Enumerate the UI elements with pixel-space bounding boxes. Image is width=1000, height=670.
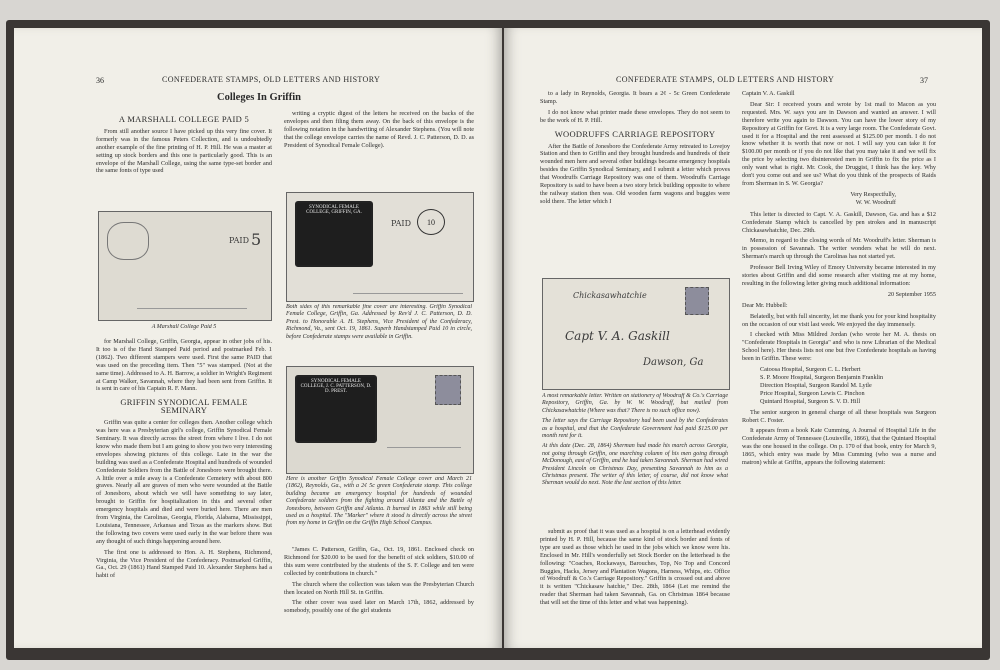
paragraph: The first one is addressed to Hon. A. H. Stephens, Richmond, Virginia, the Vice President of the Confederacy. Postmarked Griffin, Ga., Oct. 29 (1861) Hand Stamped Paid 10. Alexander Stephens had a habit of bbox=[96, 548, 272, 580]
figure-caption bbox=[542, 393, 728, 527]
right-column2 bbox=[742, 90, 936, 640]
paragraph: The senior surgeon in general charge of all these hospitals was Surgeon Robert C. Foster. bbox=[742, 408, 936, 424]
paragraph: The church where the collection was taken was the Presbyterian Church then located on North Hill St. in Griffin. bbox=[284, 580, 474, 596]
caption-paragraph: At this date (Dec. 28, 1864) Sherman had made his march across Georgia, not going through Griffin, one marching column of his men going through McDonough, east of Griffin, and he had taken Savannah. Sherman had wired President Lincoln on Christmas Day, presenting Savannah to him as a Christmas present. The writer of this letter, of course, did not know what Sherman would do next. Note the last section of this letter. bbox=[542, 443, 728, 487]
paragraph: to a lady in Reynolds, Georgia. It bears a 2¢ - 5c Green Confederate Stamp. bbox=[540, 90, 730, 105]
rate-handstamp: 5 bbox=[251, 230, 262, 249]
section-heading: A MARSHALL COLLEGE PAID 5 bbox=[118, 114, 250, 124]
figure-synodical-cover-2 bbox=[286, 366, 474, 474]
paragraph: Memo, in regard to the closing words of Mr. Woodruff's letter. Sherman is in possession of Savannah. The writer wonders what he will do next. Sherman's march up through the Carolinas has not started yet. bbox=[742, 237, 936, 261]
letter-greeting: Dear Mr. Hubbell: bbox=[742, 301, 788, 309]
running-head: CONFEDERATE STAMPS, OLD LETTERS AND HISTORY bbox=[616, 75, 835, 84]
figure-caption: A Marshall College Paid 5 bbox=[151, 324, 217, 330]
handwritten-address bbox=[353, 257, 463, 294]
postage-stamp bbox=[685, 287, 709, 315]
paragraph: writing a cryptic digest of the letters he received on the backs of the envelopes and then filing them away. On the back of this envelope is the following notation in the handwriting of Alexander Stephens. (You will note that the college envelope carries the name of Revd. J. C. Patterson, D. D. as President of Synodical Female College). bbox=[284, 110, 474, 149]
paragraph: Professor Bell Irving Wiley of Emory University became interested in my stories about Griffin and did some research after visiting me at my home, resulting in the following letter giving much additional information: bbox=[742, 264, 936, 287]
rate-circle: 10 bbox=[417, 209, 445, 235]
left-column-bottom bbox=[96, 338, 272, 638]
cover-border-ornament bbox=[107, 222, 149, 260]
handwritten-postmark: Chickasawhatchie bbox=[573, 291, 647, 300]
left-column2-bottom bbox=[284, 546, 474, 640]
handwritten-address bbox=[387, 407, 461, 448]
paragraph: After the Battle of Jonesboro the Confederate Army retreated to Lovejoy Station and then to Griffin and they brought hundreds and hundreds of their wounded men here and several other buildings became emergency hospitals besides the Griffin Synodical Seminary, and I submit a letter which proves that Woodruffs Carriage Repository was one of them. Woodruffs Carriage Repository is said to have been a two story brick building opposite to where the railway station then was. Old wooden farm wagons and buggies were sold there. The letter which I bbox=[540, 142, 730, 205]
left-page bbox=[14, 28, 502, 648]
college-label: SYNODICAL FEMALE COLLEGE, GRIFFIN, GA. bbox=[295, 201, 373, 267]
paragraph: submit as proof that it was used as a hospital is on a letterhead evidently printed by H. P. Hill, because the same kind of stock border and fonts of type are used as those which he used in the jobs which we know were his. Enclosed in Mr. Hill's wonderfully set Stock Border on the letterhead is the following: "Coaches, Rockaways, Barouches, Top, No Top and Concord Buggies, Hacks, Jersey and Plantation Wagons, Harness, Whips, etc. Office of Woodruff & Co.'s Carriage Repository." Griffin is crossed out and above it is written "Chickasaw hatchie," Dec. 28th, 1864 (Let me remind the reader that Sherman had taken Savannah, Ga. on Christmas 1864 because that will set the time of this letter and what was happening). bbox=[540, 528, 730, 607]
paid-handstamp: PAID bbox=[391, 219, 411, 228]
right-page bbox=[504, 28, 982, 648]
list-item: S. P. Moore Hospital, Surgeon Benjamin Franklin bbox=[760, 374, 884, 381]
right-column-bottom bbox=[540, 528, 730, 640]
figure-caption: Here is another Griffin Synodical Female College cover and March 21 (1862), Reynolds, Ga., with a 2¢ 5c green Confederate stamp. This college building became an emergency hospital for hundreds of wounded Confederate soldiers from the fighting around Atlanta and the Battle of Jonesboro, between Griffin and Atlanta. It burned in 1863 while still being used as a hospital. The "Marker" where it stood is directly across the street from my home in Griffin on the Griffin High School Campus. bbox=[286, 476, 472, 527]
paragraph: The other cover was used later on March 17th, 1862, addressed by somebody, possibly one of the girl students bbox=[284, 599, 474, 615]
signature: W. W. Woodruff bbox=[855, 198, 896, 206]
caption-paragraph: The letter says the Carriage Repository had been used by the Confederates as a hospital, and that the Confederate Government had paid $125.00 per month rent for it. bbox=[542, 418, 728, 440]
paid-handstamp: PAID bbox=[229, 236, 249, 245]
paragraph: It appears from a book Kate Cumming, A Journal of Hospital Life in the Confederate Army of Tennessee (Louisville, 1866), that the Quintard Hospital was the one housed in the college. On p. 170 of that book, entry for March 9, 1865, which entry was made by Miss Cumming (who was a nurse and matron) while at Griffin, appears the following statement: bbox=[742, 427, 936, 467]
page-number: 37 bbox=[920, 76, 928, 85]
paragraph: I checked with Miss Mildred Jordan (who wrote her M. A. thesis on "Confederate Hospitals in Georgia" and who is now Librarian of the Medical School here). Her thesis lists not one but five Confederate hospitals as having been in Griffin. These were: bbox=[742, 331, 936, 363]
figure-gaskill-cover bbox=[542, 278, 730, 390]
paragraph: This letter is directed to Capt. V. A. Gaskill, Dawson, Ga. and has a $12 Confederate Stamp which is cancelled by pen strokes and in manuscript Chickasawhatchie, Dec. 29th. bbox=[742, 210, 936, 234]
figure-caption: Both sides of this remarkable fine cover are interesting. Griffin Synodical Female College, Griffin, Ga. Addressed by Rev'd J. C. Patterson, D. D. Prest. to Honorable A. H. Stephens, Vice President of the Confederacy, Richmond, Va., sent Oct. 19, 1861. Superb Handstamped Paid 10 in circle, before Confederate stamps were available in Griffin. bbox=[286, 304, 472, 340]
postage-stamp bbox=[435, 375, 461, 405]
list-item: Catoosa Hospital, Surgeon C. L. Herbert bbox=[760, 366, 861, 374]
paragraph: "James C. Patterson, Griffin, Ga., Oct. 19, 1861. Enclosed check on Richmond for $20.00 to be used for the benefit of sick soldiers, $10.00 of this sum were contributed by the students of the S. F. College and ten were collected by contributions in church." bbox=[284, 546, 474, 577]
list-item: Direction Hospital, Surgeon Randol M. Lytle bbox=[760, 381, 872, 389]
letter-body: Dear Sir: I received yours and wrote by 1st mail to Macon as you requested. Mrs. W. says you are in Dawson and wanted an answer. I will therefore write you again to Dawson. You can have the lower story of my Repository at Griffin for Govt. It is a very large room. The Confederate Govt. used it for a Hospital and the rent assessed at $125.00 per month. I do not know whether it is worth that now or not. I will say you can take it for $100.00 per month or if you do not like that you may take it and we will fix the price by selecting two disinterested men in Griffin to fix the price as I only want what is right. Mr. Cook, the Druggist, I think has the key. Why don't you come out and see us? What do you think of the prospects of Raids from Sherman in S. W. Georgia? bbox=[742, 100, 936, 187]
open-book bbox=[6, 20, 990, 660]
page-number: 36 bbox=[96, 76, 104, 85]
running-head: CONFEDERATE STAMPS, OLD LETTERS AND HISTORY bbox=[162, 75, 381, 84]
list-item: Price Hospital, Surgeon Lewis C. Pinchon bbox=[760, 389, 865, 397]
paragraph: Belatedly, but with full sincerity, let me thank you for your kind hospitality on the occasion of our visit last week. We enjoyed the day immensely. bbox=[742, 312, 936, 328]
caption-paragraph: A most remarkable letter. Written on stationery of Woodruff & Co.'s Carriage Repository, Griffin, Ga. by W. W. Woodruff, but mailed from Chickasawhatchie (Where was that? There is no such office now). bbox=[542, 393, 728, 414]
paragraph: From still another source I have picked up this very fine cover. It formerly was in the famous Peters Collection, and is undoubtedly another example of the fine printing of H. P. Hill. He was a master at setting up stock borders and this one is particularly good. This is an envelope of the Marshall College, using the same type-set border and the same fonts of type used bbox=[96, 127, 272, 175]
paragraph: Griffin was quite a center for colleges then. Another college which was here was a Presbyterian girl's college, Griffin Synodical Female Seminary. It was directly across the street from where I live. I do not know who made them but I am going to show you two very interesting envelopes showing pictures of this college. Late in the war the building was used as a Confederate Hospital and hundreds of wounded Confederate Soldiers from the Battle of Jonesboro were brought there. A little over a mile away is a Confederate Cemetery with about 800 graves. Nearly all are graves of men who were wounded at the Battle of Jonesboro, about which we will have something to say later, brought to Griffin for hospitalization in this and several other emergency hospitals and died and were buried here. There are men from Virginia, the Carolinas, Georgia, Florida, Alabama, Mississippi, Louisiana, Tennessee, Arkansas and Texas as the markers show. But the following two covers were used early in the war before there was any thought of such things happening around here. bbox=[96, 419, 272, 545]
figure-marshall-cover bbox=[98, 211, 272, 321]
figure-synodical-cover-1 bbox=[286, 192, 474, 302]
handwritten-destination: Dawson, Ga bbox=[643, 357, 704, 368]
section-heading: GRIFFIN SYNODICAL FEMALE SEMINARY bbox=[120, 397, 248, 416]
handwritten-addressee: Capt V. A. Gaskill bbox=[565, 329, 670, 343]
right-column-top bbox=[540, 90, 730, 310]
paragraph: I do not know what printer made these envelopes. They do not seem to be the work of H. P. Hill. bbox=[540, 108, 730, 124]
section-heading: WOODRUFFS CARRIAGE REPOSITORY bbox=[554, 128, 716, 139]
list-item: Quintard Hospital, Surgeon S. V. D. Hill bbox=[760, 397, 861, 405]
hospital-list bbox=[760, 366, 936, 406]
left-column-top bbox=[96, 110, 272, 206]
left-column2-top bbox=[284, 110, 474, 188]
salutation: Captain V. A. Gaskill bbox=[742, 90, 795, 97]
paragraph: for Marshall College, Griffin, Georgia, appear in other jobs of his. It too is of the Hand Stamped Paid period and postmarked Feb. 1 (1862). Two different stampers were used. First the same PAID that was used on the preceding item. Then "5" was stamped. (Not at the same time). Addressed to A. H. Barrow, a soldier in Wright's Regiment at Camp Walker, Savannah, where they had been sent from Griffin. It is sent in care of his Captain R. F. Mann. bbox=[96, 338, 272, 393]
closing: Very Respectfully, bbox=[850, 190, 896, 198]
page-title: Colleges In Griffin bbox=[217, 92, 301, 103]
letter-date: 20 September 1955 bbox=[887, 290, 936, 298]
college-label: SYNODICAL FEMALE COLLEGE, J. C. PATTERSON, D. D. PREST. bbox=[295, 375, 377, 443]
handwritten-address bbox=[137, 264, 247, 309]
